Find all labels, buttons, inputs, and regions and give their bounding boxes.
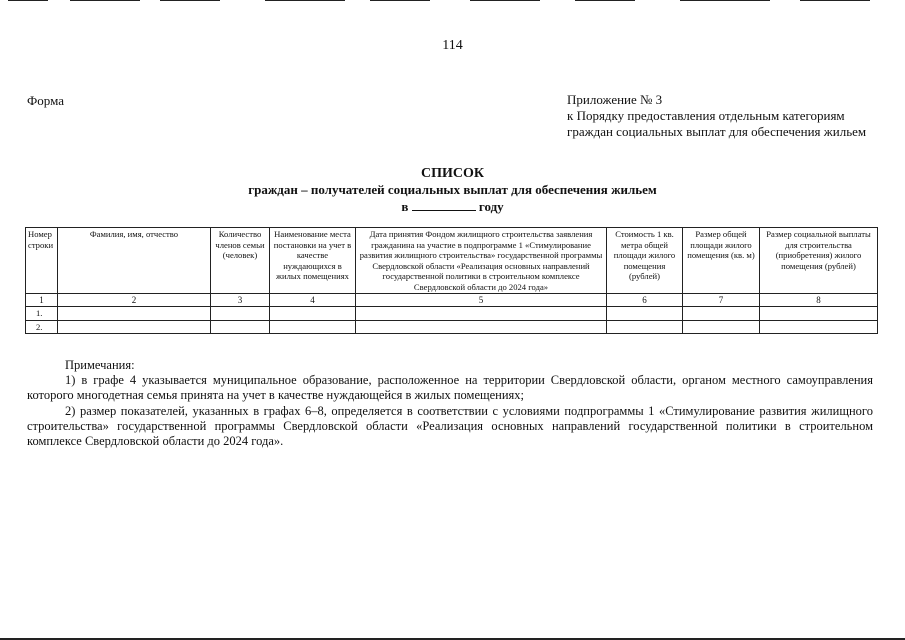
table-cell: 1. xyxy=(26,307,58,321)
header-cell: Размер социальной выплаты для строительства (приобретения) жилого помещения (рублей) xyxy=(760,228,878,294)
column-number: 5 xyxy=(356,294,607,307)
header-cell: Количество членов семьи (человек) xyxy=(211,228,270,294)
table-cell: 2. xyxy=(26,320,58,334)
page-number: 114 xyxy=(442,38,463,53)
header-cell: Размер общей площади жилого помещения (кв. м) xyxy=(683,228,760,294)
year-blank xyxy=(412,198,476,211)
table-row xyxy=(26,307,878,321)
table-cell xyxy=(211,320,270,334)
table-cell xyxy=(683,320,760,334)
column-number-row xyxy=(26,294,878,307)
header-cell: Номер строки xyxy=(26,228,58,294)
table-cell xyxy=(58,307,211,321)
table-cell xyxy=(683,307,760,321)
table-cell xyxy=(58,320,211,334)
document-title xyxy=(0,166,905,215)
table-cell xyxy=(607,320,683,334)
table-cell xyxy=(760,307,878,321)
column-number: 6 xyxy=(607,294,683,307)
appendix-line-1: Приложение № 3 xyxy=(567,92,663,107)
table-cell xyxy=(356,307,607,321)
recipients-table xyxy=(25,227,878,334)
year-prefix: в xyxy=(401,199,409,214)
header-row xyxy=(26,228,878,294)
table-cell xyxy=(270,307,356,321)
appendix-note xyxy=(567,92,866,140)
header-cell: Наименование места постановки на учет в качестве нуждающихся в жилых помещениях xyxy=(270,228,356,294)
appendix-line-2: к Порядку предоставления отдельным категориям xyxy=(567,108,845,123)
year-suffix: году xyxy=(478,199,504,214)
table-cell xyxy=(607,307,683,321)
header-cell: Фамилия, имя, отчество xyxy=(58,228,211,294)
column-number: 3 xyxy=(211,294,270,307)
notes-heading: Примечания: xyxy=(65,358,135,372)
note-item-1: 1) в графе 4 указывается муниципальное образование, расположенное на территории Свердловской области, органом местного самоуправления которого многодетная семья принята на учет в качестве нуждающейся в жилых помещениях; xyxy=(27,373,873,403)
table-cell xyxy=(760,320,878,334)
column-number: 1 xyxy=(26,294,58,307)
column-number: 4 xyxy=(270,294,356,307)
column-number: 8 xyxy=(760,294,878,307)
table-cell xyxy=(270,320,356,334)
note-item-2: 2) размер показателей, указанных в графах 6–8, определяется в соответствии с условиями подпрограммы 1 «Стимулирование развития жилищного строительства» государственной программы Свердловской области «Реализация основных направлений государственной политики в строительном комплексе Свердловской области до 2024 года». xyxy=(27,403,873,449)
title-line-2: граждан – получателей социальных выплат для обеспечения жильем xyxy=(248,182,657,197)
column-number: 2 xyxy=(58,294,211,307)
table-row xyxy=(26,320,878,334)
title-line-1: СПИСОК xyxy=(420,166,485,181)
top-scan-rule xyxy=(0,0,905,2)
table-cell xyxy=(356,320,607,334)
table-cell xyxy=(211,307,270,321)
header-cell: Стоимость 1 кв. метра общей площади жилого помещения (рублей) xyxy=(607,228,683,294)
appendix-line-3: граждан социальных выплат для обеспечения жильем xyxy=(567,124,867,139)
column-number: 7 xyxy=(683,294,760,307)
header-cell: Дата принятия Фондом жилищного строительства заявления гражданина на участие в подпрограмме 1 «Стимулирование развития жилищного строительства» государственной программы Свердловской области «Реализация основных направлений государственной политики в строительном комплексе Свердловской области до 2024 года» xyxy=(356,228,607,294)
title-year-line xyxy=(0,198,905,215)
form-label: Форма xyxy=(27,93,64,108)
notes-section xyxy=(27,358,873,449)
